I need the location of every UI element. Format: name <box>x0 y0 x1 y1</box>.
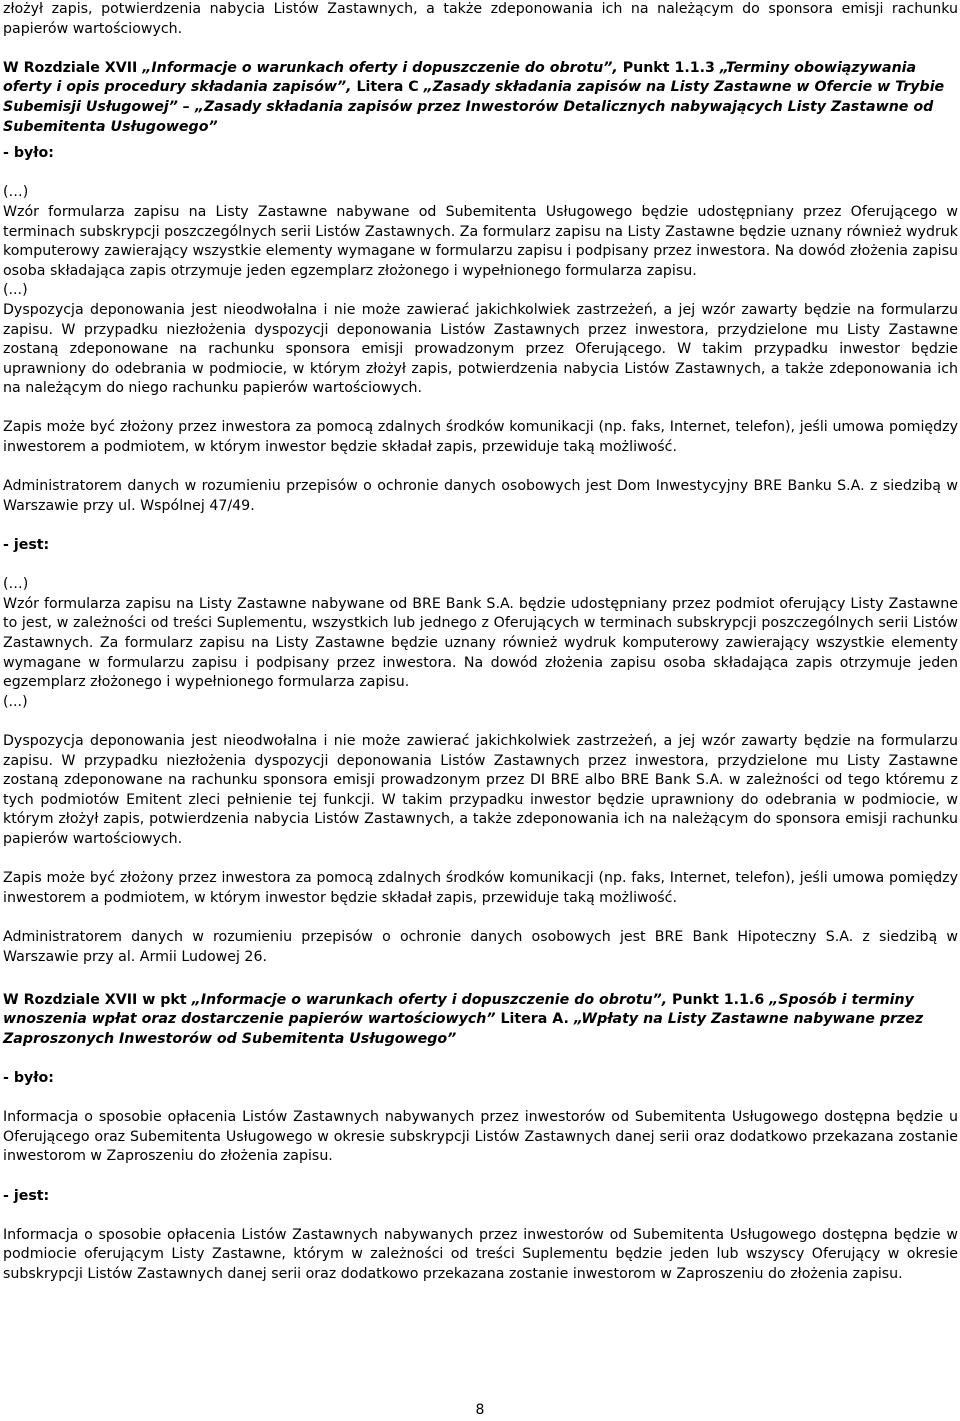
bylo-label: - było: <box>3 145 54 162</box>
jest-label: - jest: <box>3 537 50 554</box>
heading-part: Litera C <box>351 79 424 96</box>
section-heading-1 <box>3 59 958 137</box>
paragraph: (...) <box>3 282 28 299</box>
heading-part: W Rozdziale XVII <box>3 59 143 76</box>
heading-part: Litera A. <box>495 1011 574 1028</box>
paragraph: (...) <box>3 693 28 710</box>
heading-part: „Wpłaty na Listy Zastawne nabywane przez Zaproszonych Inwestorów od Subemitenta Usługowego” <box>3 1011 924 1047</box>
paragraph: Wzór formularza zapisu na Listy Zastawne nabywane od Subemitenta Usługowego będzie udostępniany przez Oferującego w terminach subskrypcji poszczególnych serii Listów Zastawnych. Za formularz zapisu na Listy Zastawne będzie uznany również wydruk komputerowy zawierający wszystkie elementy wymagane w formularzu zapisu i podpisany przez inwestora. Na dowód złożenia zapisu osoba składająca zapis otrzymuje jeden egzemplarz złożonego i wypełnionego formularza zapisu. <box>3 203 958 279</box>
heading-part: Punkt 1.1.6 <box>667 991 770 1008</box>
paragraph: Dyspozycja deponowania jest nieodwołalna i nie może zawierać jakichkolwiek zastrzeżeń, a jej wzór zawarty będzie na formularzu zapisu. W przypadku niezłożenia dyspozycji deponowania Listów Zastawnych przez inwestora, przydzielone mu Listy Zastawne zostaną zdeponowane na rachunku sponsora emisji prowadzonym przez DI BRE albo BRE Bank S.A. w zależności od tego któremu z tych podmiotów Emitent zleci pełnienie tej funkcji. W takim przypadku inwestor będzie uprawniony do odebrania w podmiocie, w którym złożył zapis, potwierdzenia nabycia Listów Zastawnych, a także zdeponowania ich na należącym do sponsora emisji rachunku papierów wartościowych. <box>3 732 958 847</box>
paragraph: Zapis może być złożony przez inwestora za pomocą zdalnych środków komunikacji (np. faks, Internet, telefon), jeśli umowa pomiędzy inwestorem a podmiotem, w którym inwestor będzie składał zapis, przewiduje taką możliwość. <box>3 419 958 456</box>
heading-part: Punkt 1.1.3 <box>617 59 720 76</box>
paragraph: Administratorem danych w rozumieniu przepisów o ochronie danych osobowych jest Dom Inwestycyjny BRE Banku S.A. z siedzibą w Warszawie przy ul. Wspólnej 47/49. <box>3 478 958 514</box>
paragraph: Wzór formularza zapisu na Listy Zastawne nabywane od BRE Bank S.A. będzie udostępniany przez podmiot oferujący Listy Zastawne to jest, w zależności od treści Suplementu, wszystkich lub jednego z Oferujących w terminach subskrypcji poszczególnych serii Listów Zastawnych. Za formularz zapisu na Listy Zastawne będzie uznany również wydruk komputerowy zawierający wszystkie elementy wymagane w formularzu zapisu i podpisany przez inwestora. Na dowód złożenia zapisu osoba składająca zapis otrzymuje jeden egzemplarz złożonego i wypełnionego formularza zapisu. <box>3 595 958 691</box>
paragraph: Dyspozycja deponowania jest nieodwołalna i nie może zawierać jakichkolwiek zastrzeżeń, a jej wzór zawarty będzie na formularzu zapisu. W przypadku niezłożenia dyspozycji deponowania Listów Zastawnych przez inwestora, przydzielone mu Listy Zastawne zostaną zdeponowane na rachunku sponsora emisji prowadzonym przez Oferującego. W takim przypadku inwestor będzie uprawniony do odebrania w podmiocie, w którym złożył zapis, potwierdzenia nabycia Listów Zastawnych, a także zdeponowania ich na należącym do niego rachunku papierów wartościowych. <box>3 301 958 397</box>
jest-label: - jest: <box>3 1187 50 1204</box>
continued-paragraph: złożył zapis, potwierdzenia nabycia Listów Zastawnych, a także zdeponowania ich na należącym do sponsora emisji rachunku papierów wartościowych. <box>3 1 958 37</box>
bylo-label: - było: <box>3 1070 54 1087</box>
paragraph: Informacja o sposobie opłacenia Listów Zastawnych nabywanych przez inwestorów od Subemitenta Usługowego dostępna będzie w podmiocie oferującym Listy Zastawne, którym w zależności od treści Suplementu będzie jeden lub wszyscy Oferujący w okresie subskrypcji Listów Zastawnych danej serii oraz dodatkowo przekazana zostanie inwestorom w Zaproszeniu do złożenia zapisu. <box>3 1226 958 1282</box>
section-heading-2 <box>3 991 958 1050</box>
paragraph: (…) <box>3 184 29 201</box>
heading-part: W Rozdziale XVII w pkt <box>3 991 192 1008</box>
heading-part: „Zasady składania zapisów na Listy Zastawne w Ofercie w Trybie Subemisji Usługowej” – „Zasady składania zapisów przez Inwestorów Detalicznych nabywających Listy Zastawne od Subemitenta Usługowego” <box>3 79 945 135</box>
page-number: 8 <box>475 1402 485 1418</box>
heading-part: „Terminy obowiązywania oferty i opis procedury składania zapisów”, <box>3 59 917 96</box>
paragraph: Zapis może być złożony przez inwestora za pomocą zdalnych środków komunikacji (np. faks, Internet, telefon), jeśli umowa pomiędzy inwestorem a podmiotem, w którym inwestor będzie składał zapis, przewiduje taką możliwość. <box>3 870 958 906</box>
heading-part: „Sposób i terminy wnoszenia wpłat oraz dostarczenie papierów wartościowych” <box>3 991 914 1028</box>
heading-part: „Informacje o warunkach oferty i dopuszczenie do obrotu”, <box>191 991 668 1008</box>
paragraph: (…) <box>3 576 29 593</box>
paragraph: Administratorem danych w rozumieniu przepisów o ochronie danych osobowych jest BRE Bank Hipoteczny S.A. z siedzibą w Warszawie przy al. Armii Ludowej 26. <box>3 928 958 965</box>
document-page <box>3 0 958 1285</box>
paragraph: Informacja o sposobie opłacenia Listów Zastawnych nabywanych przez inwestorów od Subemitenta Usługowego dostępna będzie u Oferującego oraz Subemitenta Usługowego w okresie subskrypcji Listów Zastawnych danej serii oraz dodatkowo przekazana zostanie inwestorom w Zaproszeniu do złożenia zapisu. <box>3 1109 958 1165</box>
heading-part: „Informacje o warunkach oferty i dopuszczenie do obrotu”, <box>142 59 618 76</box>
